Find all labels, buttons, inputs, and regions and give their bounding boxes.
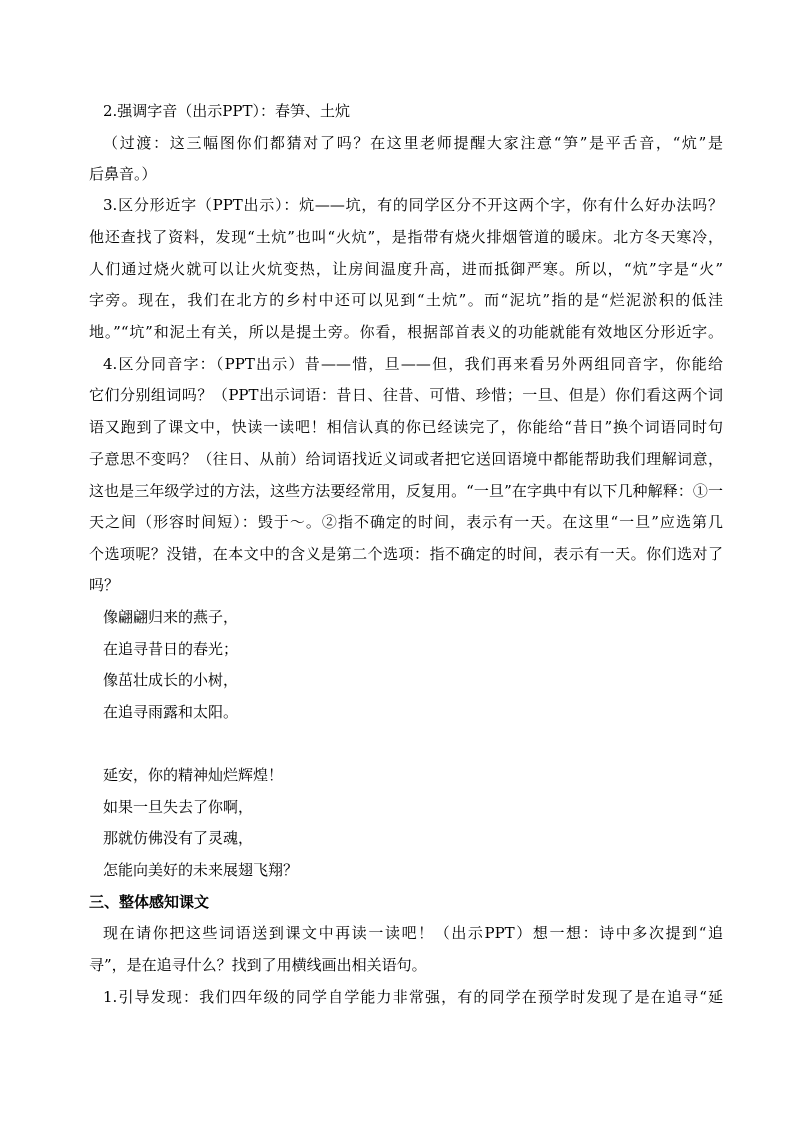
text-line-3: 后鼻音。）	[89, 165, 157, 183]
text-line-15: 个选项呢？没错，在本文中的含义是第二个选项：指不确定的时间，表示有一天。你们选对了	[89, 545, 723, 563]
text-line-13: 这也是三年级学过的方法，这些方法要经常用，反复用。“一旦”在字典中有以下几种解释：①一	[89, 482, 723, 500]
text-line-14: 天之间（形容时间短）：毁于～。②指不确定的时间，表示有一天。在这里“一旦”应选第几	[89, 513, 723, 531]
poem-line-5: 延安，你的精神灿烂辉煌！	[103, 766, 284, 784]
poem-line-6: 如果一旦失去了你啊，	[103, 798, 254, 816]
text-line-7: 字旁。现在，我们在北方的乡村中还可以见到“土炕”。而“泥坑”指的是“烂泥淤积的低洼	[89, 291, 723, 309]
text-line-6: 人们通过烧火就可以让火炕变热，让房间温度升高，进而抵御严寒。所以，“炕”字是“火”	[89, 260, 723, 278]
text-line-4: 3.区分形近字（PPT出示）：炕——坑，有的同学区分不开这两个字，你有什么好办法吗？	[103, 196, 723, 214]
poem-line-8: 怎能向美好的未来展翅飞翔？	[103, 861, 299, 879]
text-line-9: 4.区分同音字：（PPT出示）昔——惜，旦——但，我们再来看另外两组同音字，你能给	[103, 355, 723, 373]
poem-line-1: 像翩翩归来的燕子，	[103, 608, 239, 626]
text-line-2: （过渡：这三幅图你们都猜对了吗？在这里老师提醒大家注意“笋”是平舌音，“炕”是	[103, 134, 723, 152]
text-line-16: 吗？	[89, 576, 120, 594]
text-line-10: 它们分别组词吗？（PPT出示词语：昔日、往昔、可惜、珍惜；一旦、但是）你们看这两个词	[89, 386, 723, 404]
text-line-8: 地。”“坑”和泥土有关，所以是提土旁。你看，根据部首表义的功能就能有效地区分形近字。	[89, 323, 723, 341]
text-line-1: 2.强调字音（出示PPT）：春笋、土炕	[103, 102, 351, 120]
text-line-5: 他还查找了资料，发现“土炕”也叫“火炕”，是指带有烧火排烟管道的暖床。北方冬天寒冷，	[89, 228, 723, 246]
text-line-11: 语又跑到了课文中，快读一读吧！相信认真的你已经读完了，你能给“昔日”换个词语同时句	[89, 418, 723, 436]
poem-line-7: 那就仿佛没有了灵魂，	[103, 829, 254, 847]
text-line-12: 子意思不变吗？（往日、从前）给词语找近义词或者把它送回语境中都能帮助我们理解词意，	[89, 450, 723, 468]
section-heading: 三、整体感知课文	[89, 893, 210, 911]
text-line-17: 现在请你把这些词语送到课文中再读一读吧！（出示PPT）想一想：诗中多次提到“追	[103, 924, 723, 942]
poem-line-3: 像茁壮成长的小树，	[103, 671, 239, 689]
poem-line-4: 在追寻雨露和太阳。	[103, 703, 239, 721]
text-line-19: 1.引导发现：我们四年级的同学自学能力非常强，有的同学在预学时发现了是在追寻“延	[103, 988, 723, 1006]
text-line-18: 寻”，是在追寻什么？找到了用横线画出相关语句。	[89, 956, 427, 974]
poem-line-2: 在追寻昔日的春光；	[103, 640, 239, 658]
